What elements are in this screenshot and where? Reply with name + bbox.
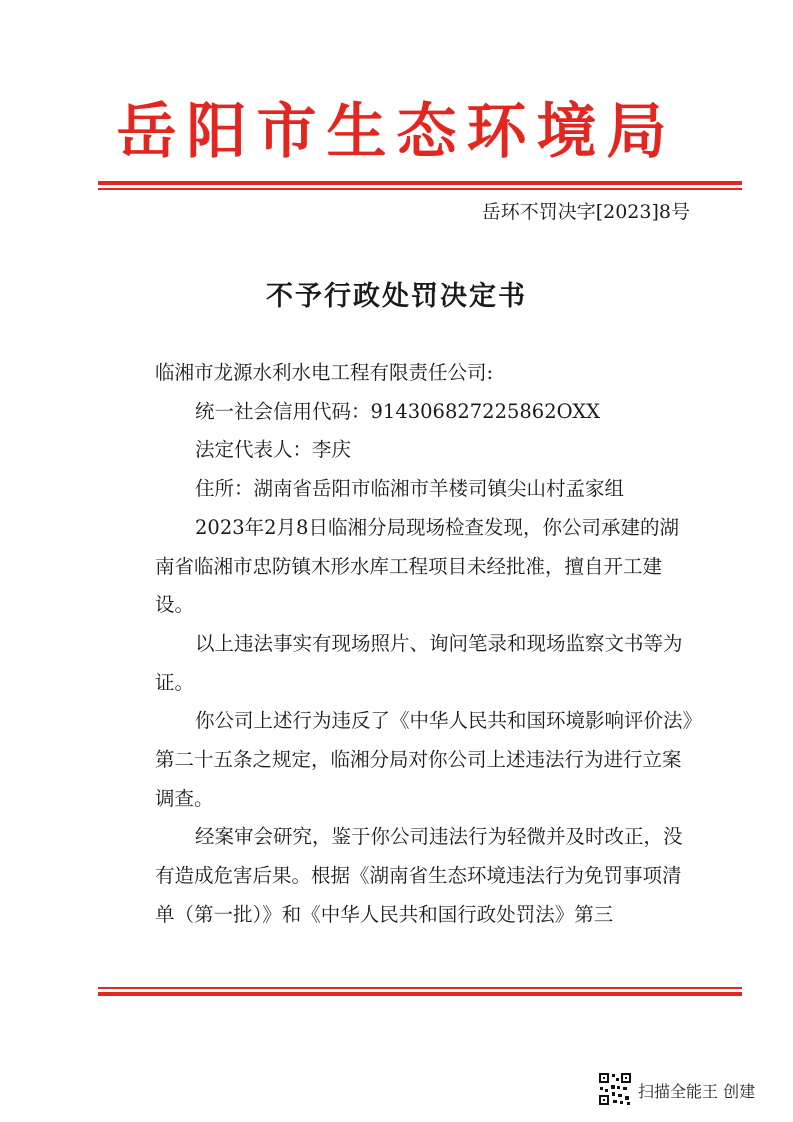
evidence-paragraph: 以上违法事实有现场照片、询问笔录和现场监察文书等为证。 (155, 631, 683, 694)
scanner-brand-label: 扫描全能王 创建 (638, 1082, 756, 1101)
footer-rule-thick (98, 992, 742, 996)
scanner-watermark (598, 1072, 768, 1108)
legal-representative-line: 法定代表人：李庆 (195, 438, 352, 462)
finding-paragraph: 2023年2月8日临湘分局现场检查发现，你公司承建的湖南省临湘市忠防镇木形水库工程项目未经批准，擅自开工建设。 (155, 515, 679, 617)
violation-paragraph: 你公司上述行为违反了《中华人民共和国环境影响评价法》第二十五条之规定，临湘分局对你公司上述违法行为进行立案调查。 (155, 709, 693, 810)
qr-code-icon (598, 1072, 632, 1106)
footer-rule-thin (98, 987, 742, 989)
agency-name-header: 岳阳市生态环境局 (116, 97, 677, 167)
credit-code-line: 统一社会信用代码：914306827225862OXX (195, 399, 601, 423)
document-title: 不予行政处罚决定书 (266, 281, 527, 312)
document-number: 岳环不罚决字[2023]8号 (481, 201, 690, 223)
header-rule-thick (98, 181, 742, 185)
decision-paragraph: 经案审会研究，鉴于你公司违法行为轻微并及时改正，没有造成危害后果。根据《湖南省生态环境违法行为免罚事项清单（第一批）》和《中华人民共和国行政处罚法》第三 (155, 825, 683, 926)
document-body (155, 354, 695, 935)
recipient-line: 临湘市龙源水利水电工程有限责任公司: (155, 361, 494, 384)
header-rule-thin (98, 188, 742, 190)
address-line: 住所：湖南省岳阳市临湘市羊楼司镇尖山村孟家组 (195, 477, 625, 501)
